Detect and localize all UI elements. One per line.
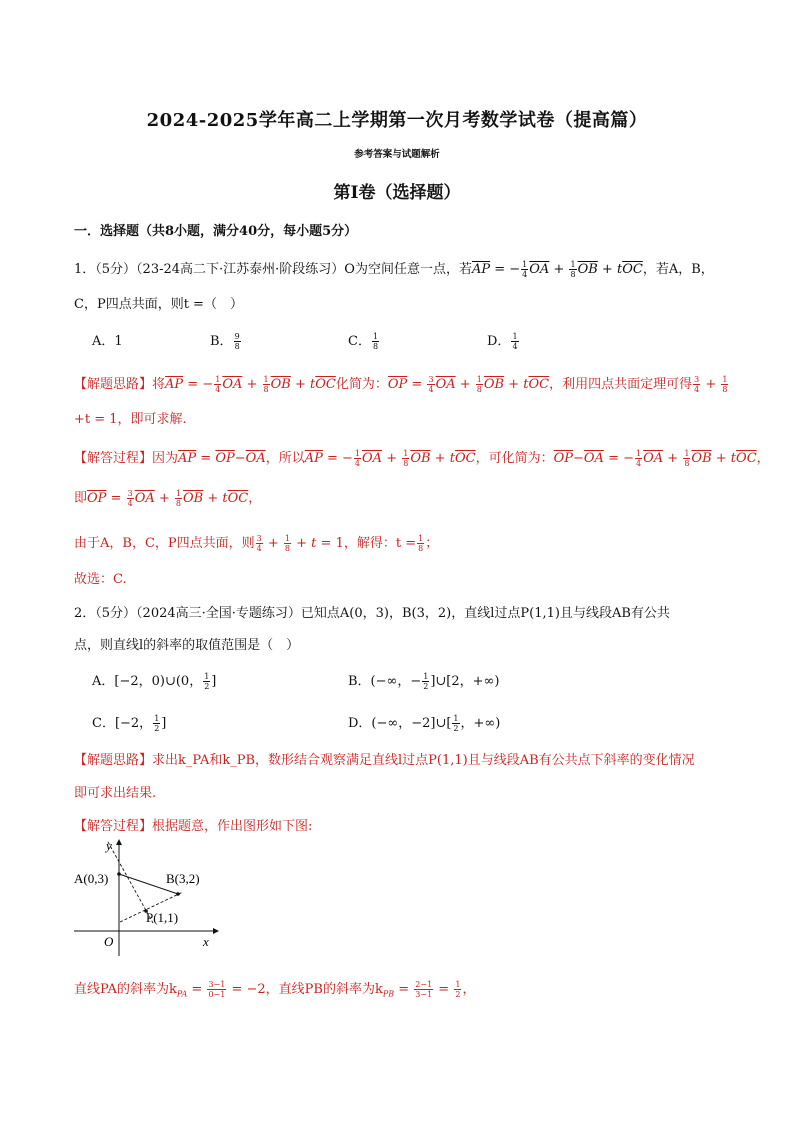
q1-option-b-num: 9 (234, 332, 240, 341)
point-b-label: B(3,2) (166, 871, 200, 886)
y-label: y (106, 838, 112, 853)
point-p-label: P(1,1) (146, 910, 179, 925)
q2-option-d: D．(−∞，−2]∪[ $\frac{1}{2}$ ，+∞) (348, 714, 501, 733)
q1-stem-b: ，若A，B， (642, 262, 714, 277)
q2-option-b-text: B．(−∞，− (348, 674, 422, 689)
q1-stem-a: O为空间任意一点，若 (344, 262, 472, 277)
q1-stem-line2: C，P四点共面，则t =（ ） (74, 297, 243, 312)
q1-idea-a: 将 (152, 377, 166, 392)
q2-option-d-text: D．(−∞，−2]∪[ (348, 716, 452, 731)
page-subtitle: 参考答案与试题解析 (354, 149, 440, 160)
point-b (176, 892, 180, 896)
q1-head: 1．（5分）（23-24高二下·江苏泰州·阶段练习） (74, 262, 345, 277)
q1-option-b-den: 8 (234, 342, 240, 351)
q1-proc-b: ，所以 (265, 451, 305, 466)
q1-option-d (487, 330, 520, 351)
point-a-label: A(0,3) (74, 871, 109, 886)
q2-slope-a: 直线PA的斜率为k (74, 982, 177, 997)
q1-option-d-num: 1 (512, 332, 518, 341)
q2-stem-line2: 点，则直线l的斜率的取值范围是（ ） (74, 638, 300, 653)
q1-option-c (348, 330, 380, 351)
q1-stem-line1: 1．（5分）（23-24高二下·江苏泰州·阶段练习）O为空间任意一点，若$\overline{AP}$ = − $\frac{1}{4}$ $\overline{OA}$ + $\frac{1}{8}$ $\overline{OB} + t\overline{OC}$，若A，B， (74, 260, 714, 279)
page-title: 2024-2025学年高二上学期第一次月考数学试卷（提高篇） (146, 110, 648, 131)
q2-stem-line1 (74, 602, 670, 621)
q2-idea-line1 (74, 749, 695, 768)
q1-proc-d: 即 (74, 491, 88, 506)
q1-proc-f: ，解得：t = (343, 536, 417, 551)
q2-proc-line1 (74, 815, 312, 834)
q2-idea-label: 【解题思路】 (74, 753, 153, 768)
q2-option-d-tail: ，+∞) (460, 716, 501, 731)
q2-proc-a: 根据题意，作出图形如下图: (152, 819, 313, 834)
x-label: x (203, 934, 209, 949)
q1-proc-label: 【解答过程】 (74, 451, 153, 466)
q1-option-d-label: D． (487, 334, 511, 349)
q1-idea-line2: +t = 1，即可求解. (74, 412, 187, 427)
origin-label: O (104, 934, 114, 949)
coordinate-diagram (68, 836, 228, 961)
q1-proc-line2: 即$\overline{OP}$ = $\frac{3}{4}$ $\overline{OA}$ + $\frac{1}{8}$ $\overline{OB} + t\overline{OC}$， (74, 489, 262, 508)
q1-option-b-label: B． (210, 334, 233, 349)
q1-option-a: A．1 (92, 334, 123, 349)
q2-idea-line2: 即可求出结果. (74, 786, 157, 801)
q2-slope-b: ，直线PB的斜率为k (265, 982, 383, 997)
q1-proc-line1: 【解答过程】因为$\overline{AP} = \overline{OP}-\overline{OA}$，所以$\overline{AP}$ = − $\frac{1}{4}$ $\overline{OA}$ + $\frac{1}{8}$ $\overline{OB} + t\overline{OC}$，可化简为：$\overline{OP}-\overline{OA}$ = − $\frac{1}{4}$ $\overline{OA}$ + $\frac{1}{8}$ $\overline{OB} + t\overline{OC}$， (74, 449, 770, 468)
q1-proc-e: 由于A，B，C，P四点共面，则 (74, 536, 255, 551)
q2-option-a-text: A．[−2，0)∪(0， (92, 674, 203, 689)
q1-proc-a: 因为 (152, 451, 179, 466)
part-heading: 一．选择题（共8小题，满分40分，每小题5分） (74, 224, 358, 239)
q1-idea-label: 【解题思路】 (74, 377, 153, 392)
q2-option-a: A．[−2，0)∪(0， $\frac{1}{2}$ ] (92, 672, 217, 691)
q1-answer: 故选：C. (74, 572, 127, 587)
q1-option-b (210, 330, 242, 351)
q2-option-c: C．[−2， $\frac{1}{2}$ ] (92, 714, 167, 733)
q1-option-c-den: 8 (372, 342, 379, 351)
q1-idea-line1: 【解题思路】将$\overline{AP}$ = − $\frac{1}{4}$ $\overline{OA}$ + $\frac{1}{8}$ $\overline{OB} + t\overline{OC}$化简为：$\overline{OP}$ = $\frac{3}{4}$ $\overline{OA}$ + $\frac{1}{8}$ $\overline{OB} + t\overline{OC}$，利用四点共面定理可得 $\frac{3}{4}$ + $\frac{1}{8}$ (74, 375, 728, 394)
q2-slope-line: 直线PA的斜率为$k_{PA}$ = $\frac{3-1}{0-1}$ = −2，直线PB的斜率为$k_{PB}$ = $\frac{2-1}{3-1}$ = $\frac{1}{2}$ ， (74, 980, 476, 999)
q2-option-b: B．(−∞，− $\frac{1}{2}$ ]∪[2，+∞) (348, 672, 500, 691)
point-a (117, 872, 121, 876)
q1-option-d-den: 4 (512, 342, 518, 351)
q1-idea-b: 化简为： (335, 377, 388, 392)
q2-option-c-text: C．[−2， (92, 716, 153, 731)
q2-option-b-tail: ]∪[2，+∞) (430, 674, 500, 689)
q1-proc-line3: 由于A，B，C，P四点共面，则 $\frac{3}{4}$ + $\frac{1}{8}$ + t = 1，解得：t = $\frac{1}{8}$ ； (74, 534, 439, 553)
q2-idea-a: 求出k_PA和k_PB，数形结合观察满足直线l过点P(1,1)且与线段AB有公共点下斜率的变化情况 (152, 753, 695, 768)
section-heading: 第I卷（选择题） (333, 183, 461, 203)
q1-option-c-num: 1 (372, 332, 379, 341)
q2-head: 2．（5分）（2024高三·全国·专题练习） (74, 606, 301, 621)
q2-proc-label: 【解答过程】 (74, 819, 153, 834)
q1-idea-c: ，利用四点共面定理可得 (549, 377, 693, 392)
q2-stem-a: 已知点A(0，3)，B(3，2)，直线l过点P(1,1)且与线段AB有公共 (300, 606, 670, 621)
q1-proc-c: ，可化简为： (475, 451, 554, 466)
q1-option-c-label: C． (348, 334, 371, 349)
